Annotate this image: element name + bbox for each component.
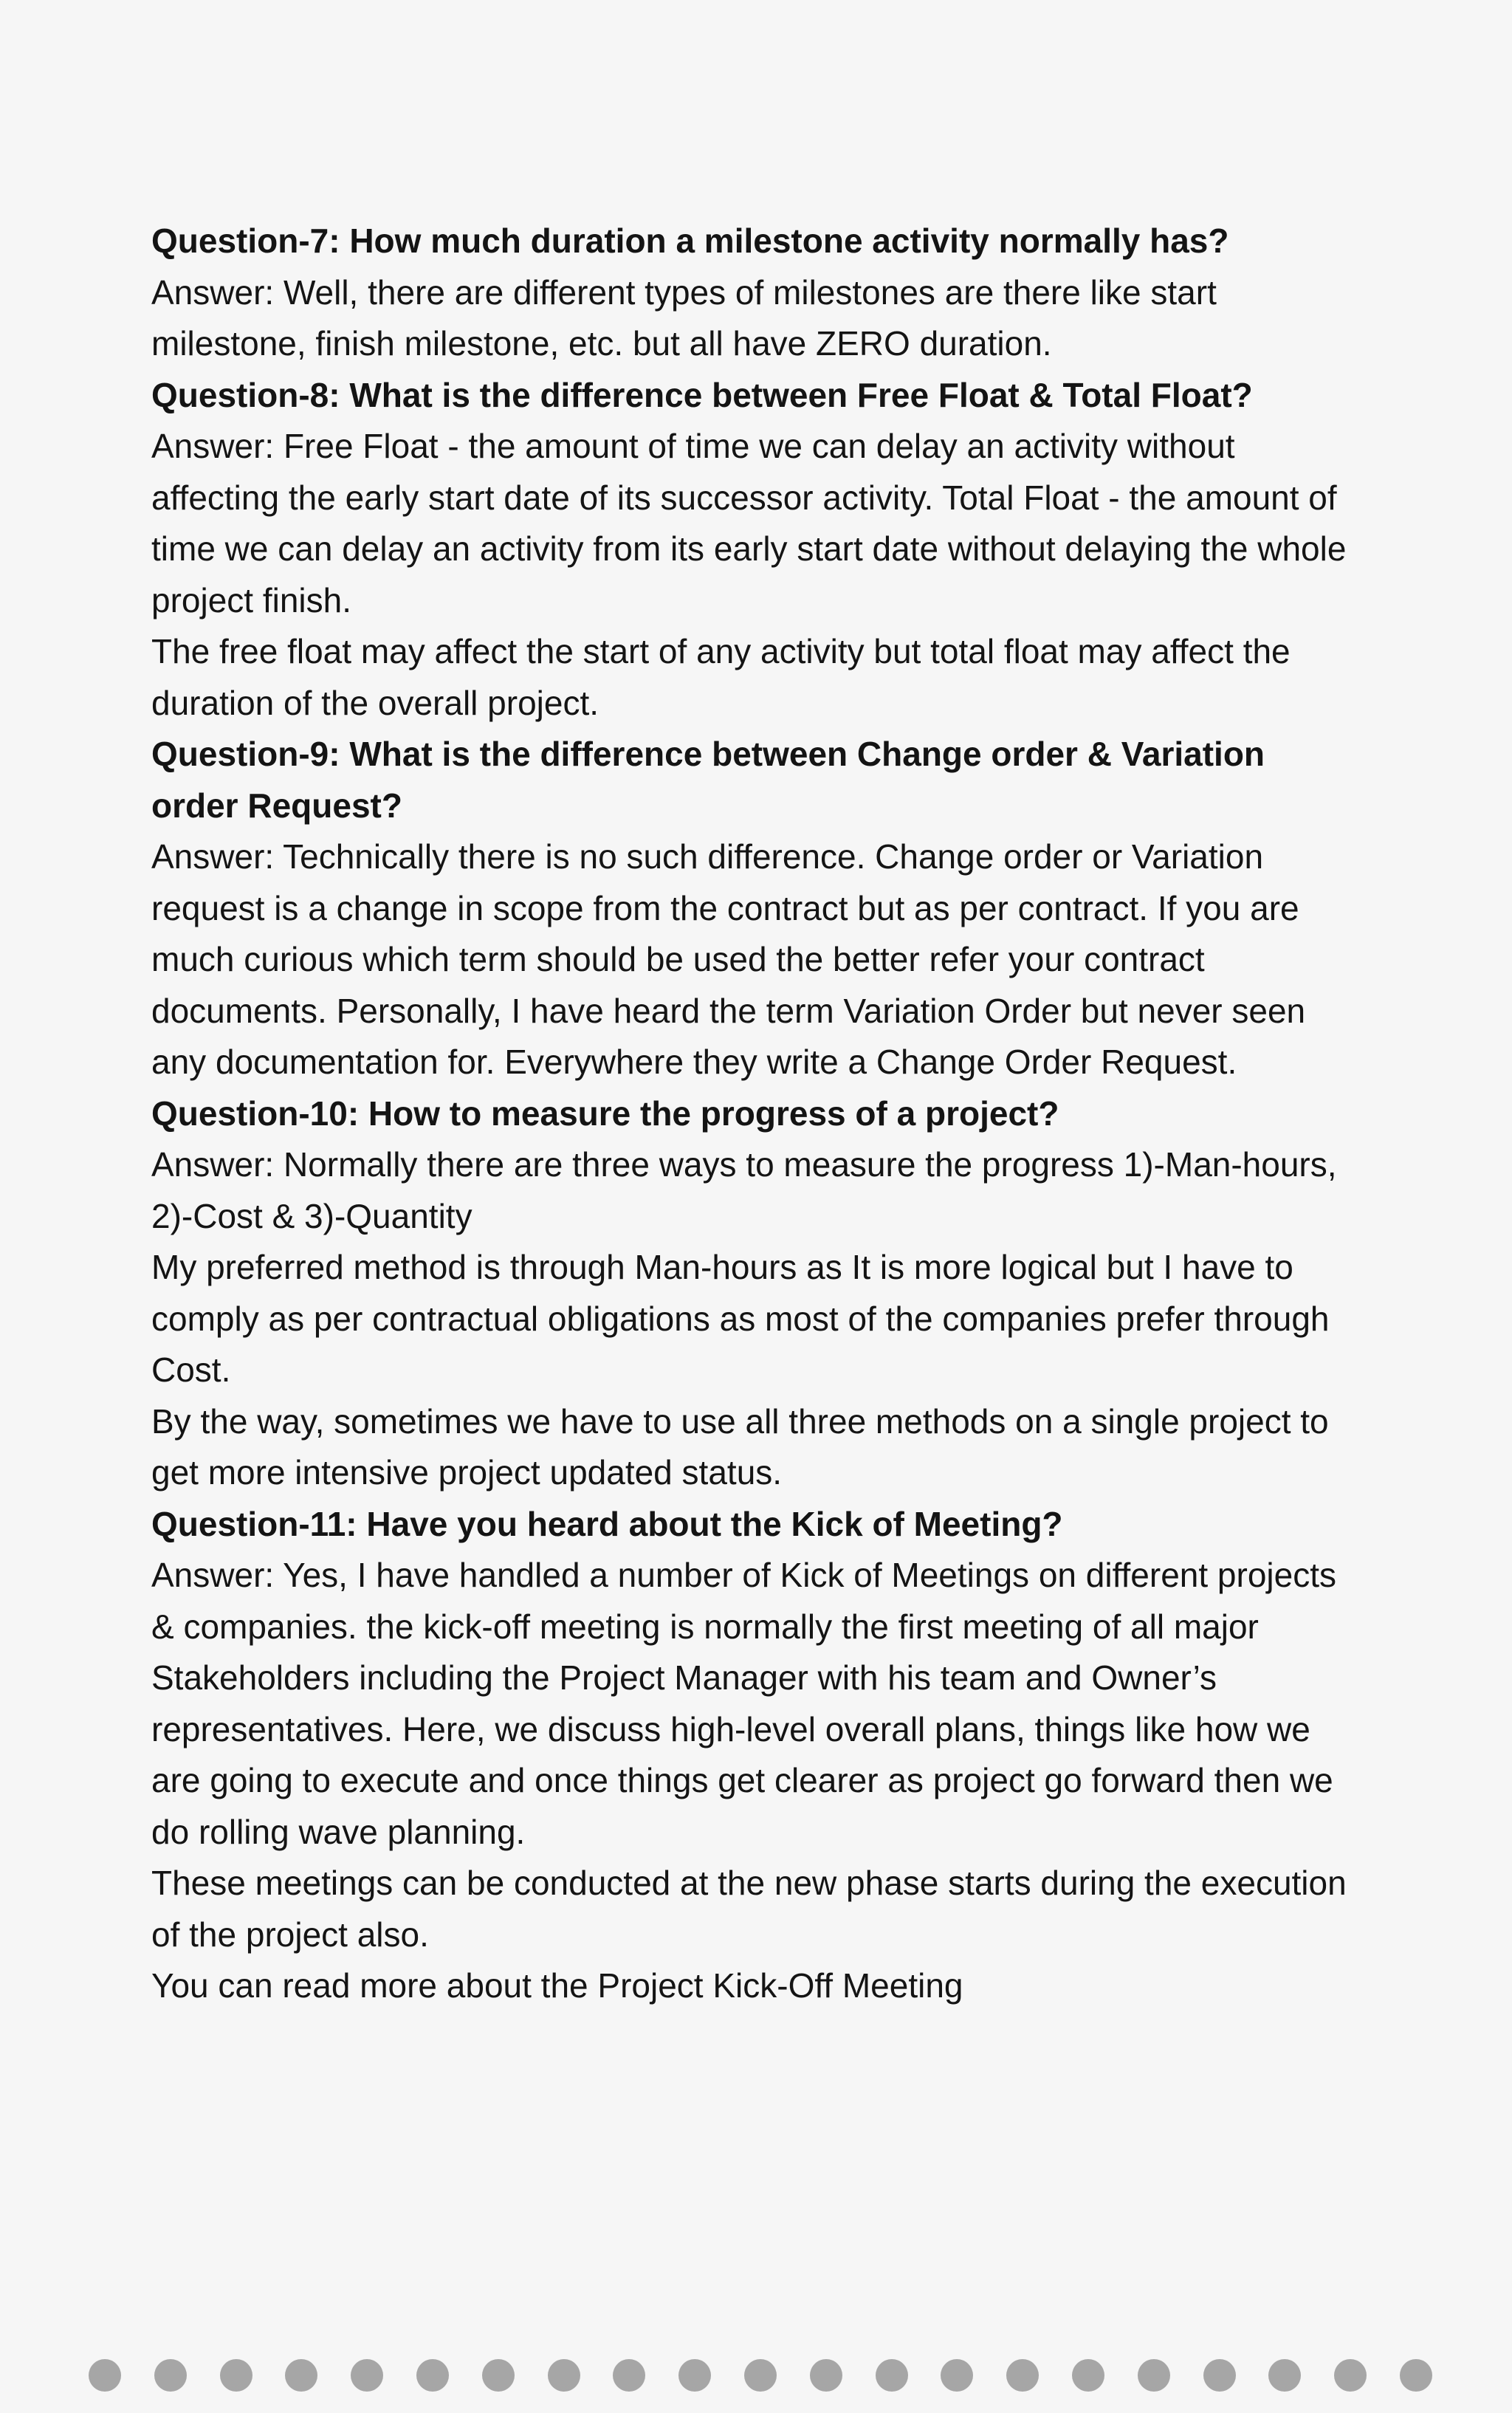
question-11-heading: Question-11: Have you heard about the Kick of Meeting? <box>151 1504 1063 1543</box>
decorative-dot <box>744 2359 777 2392</box>
decorative-dot <box>1203 2359 1236 2392</box>
decorative-dot <box>220 2359 252 2392</box>
decorative-dot <box>678 2359 711 2392</box>
decorative-dot <box>1006 2359 1039 2392</box>
decorative-dot <box>876 2359 908 2392</box>
decorative-dot <box>1072 2359 1104 2392</box>
decorative-dot <box>285 2359 317 2392</box>
answer-10-preference-paragraph: My preferred method is through Man-hours as It is more logical but I have to comply as per contractual obligations as most of the companies prefer through Cost. <box>151 1248 1330 1389</box>
decorative-dot <box>548 2359 580 2392</box>
question-10-heading: Question-10: How to measure the progress of a project? <box>151 1094 1059 1133</box>
question-8-heading: Question-8: What is the difference between Free Float & Total Float? <box>151 375 1253 414</box>
answer-11-followup-paragraph: These meetings can be conducted at the new phase starts during the execution of the project also. <box>151 1864 1347 1954</box>
answer-10-note-paragraph: By the way, sometimes we have to use all three methods on a single project to get more intensive project updated status. <box>151 1401 1329 1492</box>
decorative-dot <box>613 2359 645 2392</box>
answer-11-paragraph: Answer: Yes, I have handled a number of Kick of Meetings on different projects & companies. the kick-off meeting is normally the first meeting of all major Stakeholders including the Project Manager with his team and Owner’s representatives. Here, we discuss high-level overall plans, things like how we are going to execute and once things get clearer as project go forward then we do rolling wave planning. <box>151 1556 1336 1851</box>
decorative-dot <box>416 2359 449 2392</box>
decorative-dot <box>1334 2359 1367 2392</box>
decorative-dot <box>1138 2359 1170 2392</box>
question-9-heading: Question-9: What is the difference between Change order & Variation order Request? <box>151 735 1265 825</box>
decorative-dot <box>941 2359 973 2392</box>
decorative-dot-row <box>89 2359 1432 2392</box>
decorative-dot <box>351 2359 383 2392</box>
answer-8-paragraph: Answer: Free Float - the amount of time we can delay an activity without affecting the early start date of its successor activity. Total Float - the amount of time we can delay an activity from its early start date without delaying the whole project finish. <box>151 427 1347 619</box>
answer-10-paragraph: Answer: Normally there are three ways to measure the progress 1)-Man-hours, 2)-Cost & 3)-Quantity <box>151 1145 1337 1235</box>
decorative-dot <box>482 2359 515 2392</box>
document-body <box>151 216 1355 2012</box>
decorative-dot <box>154 2359 187 2392</box>
decorative-dot <box>810 2359 842 2392</box>
answer-9-paragraph: Answer: Technically there is no such difference. Change order or Variation request is a change in scope from the contract but as per contract. If you are much curious which term should be used the better refer your contract documents. Personally, I have heard the term Variation Order but never seen any documentation for. Everywhere they write a Change Order Request. <box>151 837 1306 1081</box>
answer-8-followup-paragraph: The free float may affect the start of any activity but total float may affect the duration of the overall project. <box>151 632 1291 722</box>
decorative-dot <box>1400 2359 1432 2392</box>
question-7-heading: Question-7: How much duration a milestone activity normally has? <box>151 222 1229 260</box>
decorative-dot <box>89 2359 121 2392</box>
answer-7-paragraph: Answer: Well, there are different types of milestones are there like start milestone, finish milestone, etc. but all have ZERO duration. <box>151 272 1217 363</box>
decorative-dot <box>1268 2359 1301 2392</box>
read-more-paragraph: You can read more about the Project Kick-Off Meeting <box>151 1966 963 2005</box>
